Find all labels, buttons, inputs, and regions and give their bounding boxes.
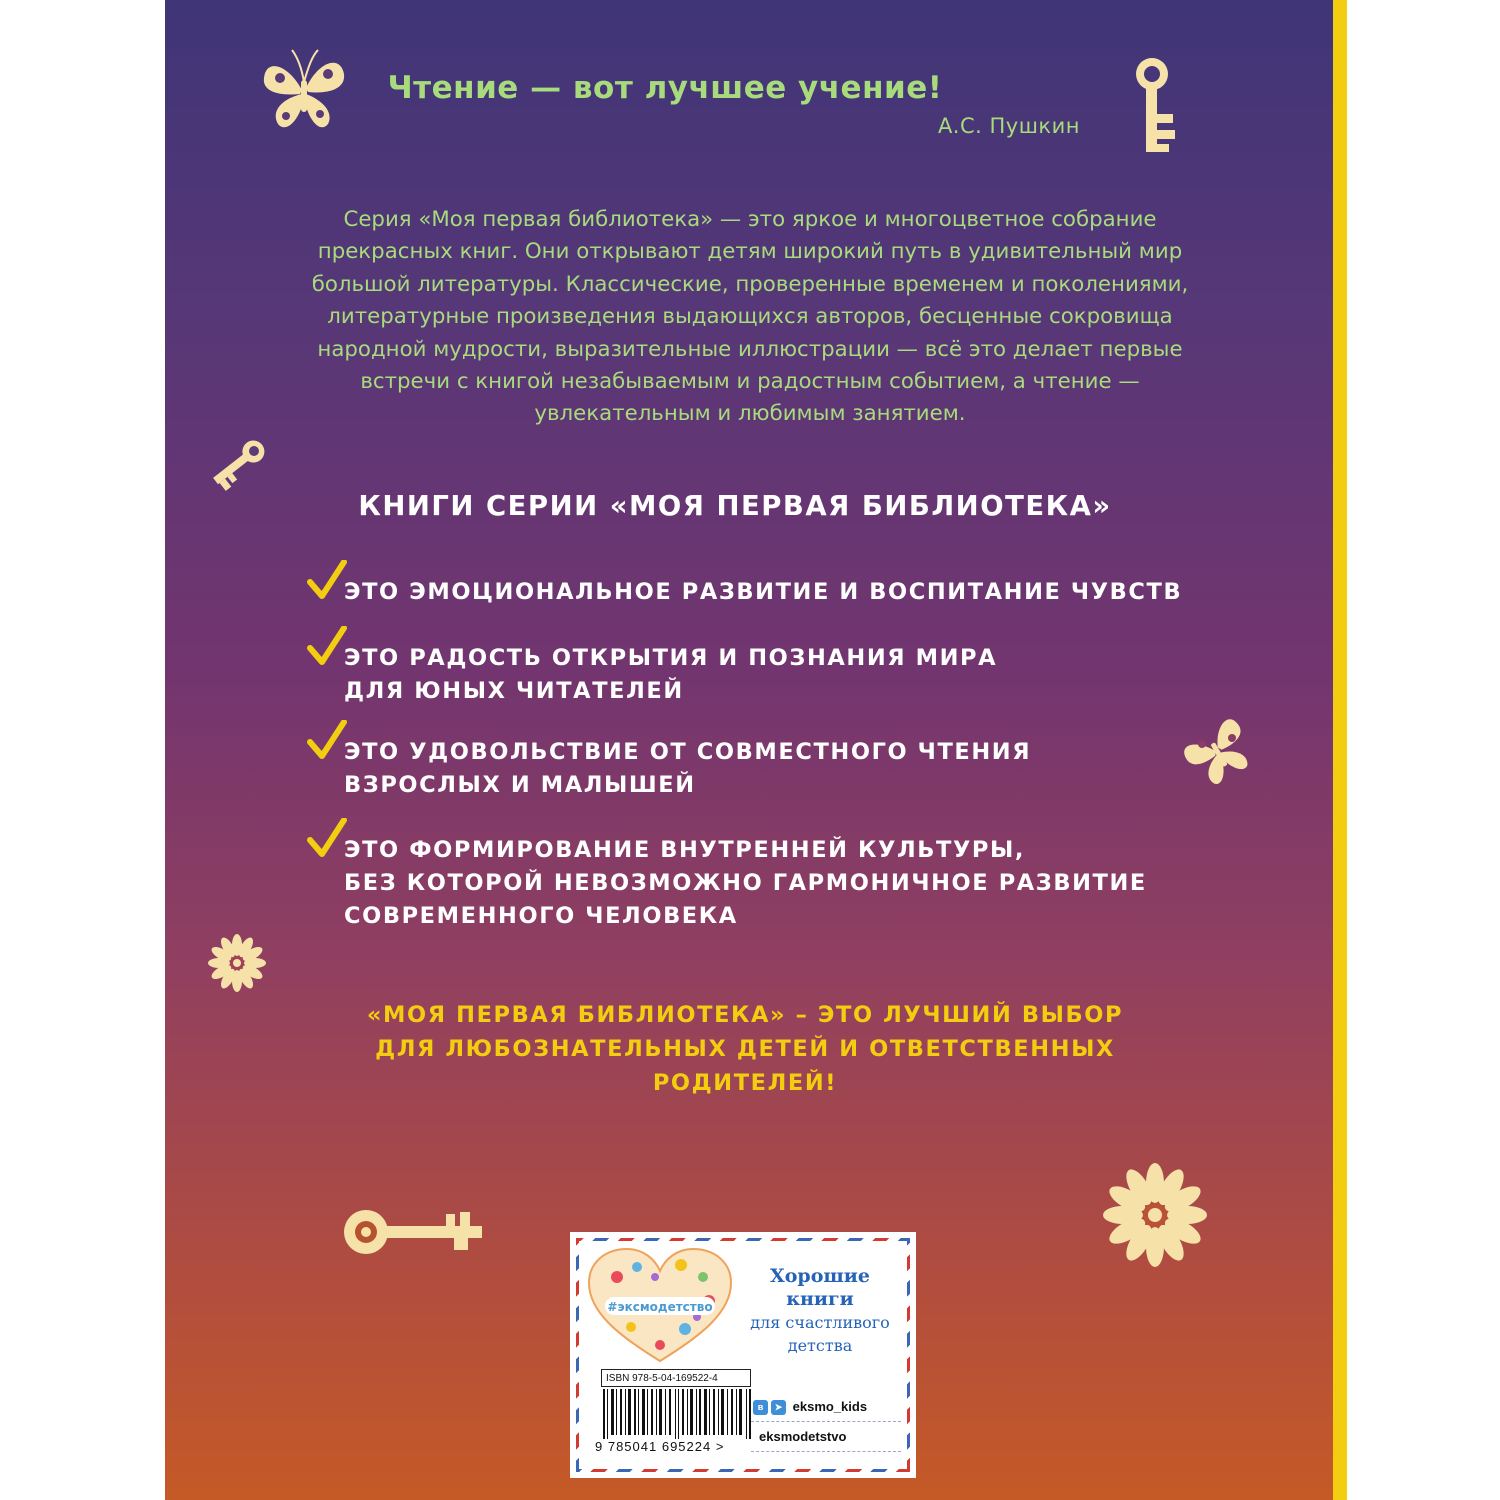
- flower-icon: [206, 932, 268, 994]
- intro-line: народной мудрости, выразительные иллюстрации — всё это делает первые: [317, 336, 1183, 362]
- social-row: [759, 1429, 846, 1444]
- benefit-item: [306, 576, 1246, 609]
- vk-icon: в: [753, 1400, 768, 1415]
- intro-line: Серия «Моя первая библиотека» — это яркое и многоцветное собрание: [343, 207, 1157, 232]
- social-row: [753, 1399, 867, 1415]
- heart-tag-text: #эксмодетство: [607, 1300, 713, 1314]
- barcode-digits: 9 785041 695224 >: [595, 1439, 725, 1454]
- benefit-line: ЭТО ЭМОЦИОНАЛЬНОЕ РАЗВИТИЕ И ВОСПИТАНИЕ ЧУВСТВ: [344, 579, 1183, 605]
- checkmark-icon: [306, 720, 348, 760]
- intro-line: встречи с книгой незабываемым и радостным событием, а чтение —: [360, 369, 1140, 395]
- tagline-line: книги: [786, 1288, 854, 1310]
- checkmark-icon: [306, 560, 348, 600]
- benefit-item: [306, 736, 1246, 802]
- intro-line: прекрасных книг. Они открывают детям широкий путь в удивительный мир: [317, 239, 1183, 265]
- checkmark-icon: [306, 626, 348, 666]
- tagline-line: Хорошие: [770, 1265, 870, 1287]
- benefit-item: [306, 834, 1246, 933]
- flower-icon: [1100, 1160, 1210, 1270]
- closing-line: РОДИТЕЛЕЙ!: [652, 1070, 838, 1096]
- social-handle: eksmo_kids: [792, 1399, 868, 1414]
- isbn-label: ISBN 978-5-04-169522-4: [601, 1369, 751, 1387]
- closing-statement: [300, 998, 1190, 1100]
- barcode: [601, 1389, 755, 1439]
- telegram-icon: ➤: [771, 1400, 786, 1415]
- promo-tagline: [745, 1265, 895, 1357]
- intro-line: литературные произведения выдающихся авторов, бесценные сокровища: [327, 304, 1173, 330]
- tagline-line: детства: [787, 1336, 853, 1355]
- social-handle: eksmodetstvo: [759, 1429, 847, 1444]
- spine-strip: [1333, 0, 1347, 1500]
- key-icon: [205, 432, 275, 492]
- series-heading: КНИГИ СЕРИИ «МОЯ ПЕРВАЯ БИБЛИОТЕКА»: [358, 490, 1112, 522]
- promo-card: [570, 1232, 916, 1478]
- heart-logo: [585, 1247, 735, 1365]
- benefit-line: СОВРЕМЕННОГО ЧЕЛОВЕКА: [344, 903, 738, 929]
- closing-line: ДЛЯ ЛЮБОЗНАТЕЛЬНЫХ ДЕТЕЙ И ОТВЕТСТВЕННЫХ: [375, 1036, 1115, 1062]
- key-icon: [342, 1204, 488, 1260]
- tagline-line: для счастливого: [750, 1313, 890, 1332]
- closing-line: «МОЯ ПЕРВАЯ БИБЛИОТЕКА» – ЭТО ЛУЧШИЙ ВЫБОР: [366, 1002, 1124, 1028]
- divider: [751, 1421, 901, 1422]
- promo-card-body: [579, 1241, 907, 1469]
- divider: [751, 1451, 901, 1452]
- checkmark-icon: [306, 818, 348, 858]
- benefit-line: ДЛЯ ЮНЫХ ЧИТАТЕЛЕЙ: [344, 678, 684, 704]
- benefit-line: ВЗРОСЛЫХ И МАЛЫШЕЙ: [344, 772, 696, 798]
- epigraph-author: А.С. Пушкин: [937, 114, 1080, 138]
- benefit-line: ЭТО УДОВОЛЬСТВИЕ ОТ СОВМЕСТНОГО ЧТЕНИЯ: [344, 739, 1032, 765]
- intro-paragraph: [262, 204, 1238, 431]
- epigraph-quote: Чтение — вот лучшее учение!: [387, 70, 943, 106]
- benefit-item: [306, 642, 1246, 708]
- benefit-line: ЭТО РАДОСТЬ ОТКРЫТИЯ И ПОЗНАНИЯ МИРА: [344, 645, 998, 671]
- key-icon: [1128, 54, 1188, 158]
- benefit-line: ЭТО ФОРМИРОВАНИЕ ВНУТРЕННЕЙ КУЛЬТУРЫ,: [344, 837, 1026, 863]
- benefit-line: БЕЗ КОТОРОЙ НЕВОЗМОЖНО ГАРМОНИЧНОЕ РАЗВИТИЕ: [344, 870, 1147, 896]
- intro-line: большой литературы. Классические, проверенные временем и поколениями,: [311, 271, 1189, 297]
- intro-line: увлекательным и любимым занятием.: [534, 401, 966, 427]
